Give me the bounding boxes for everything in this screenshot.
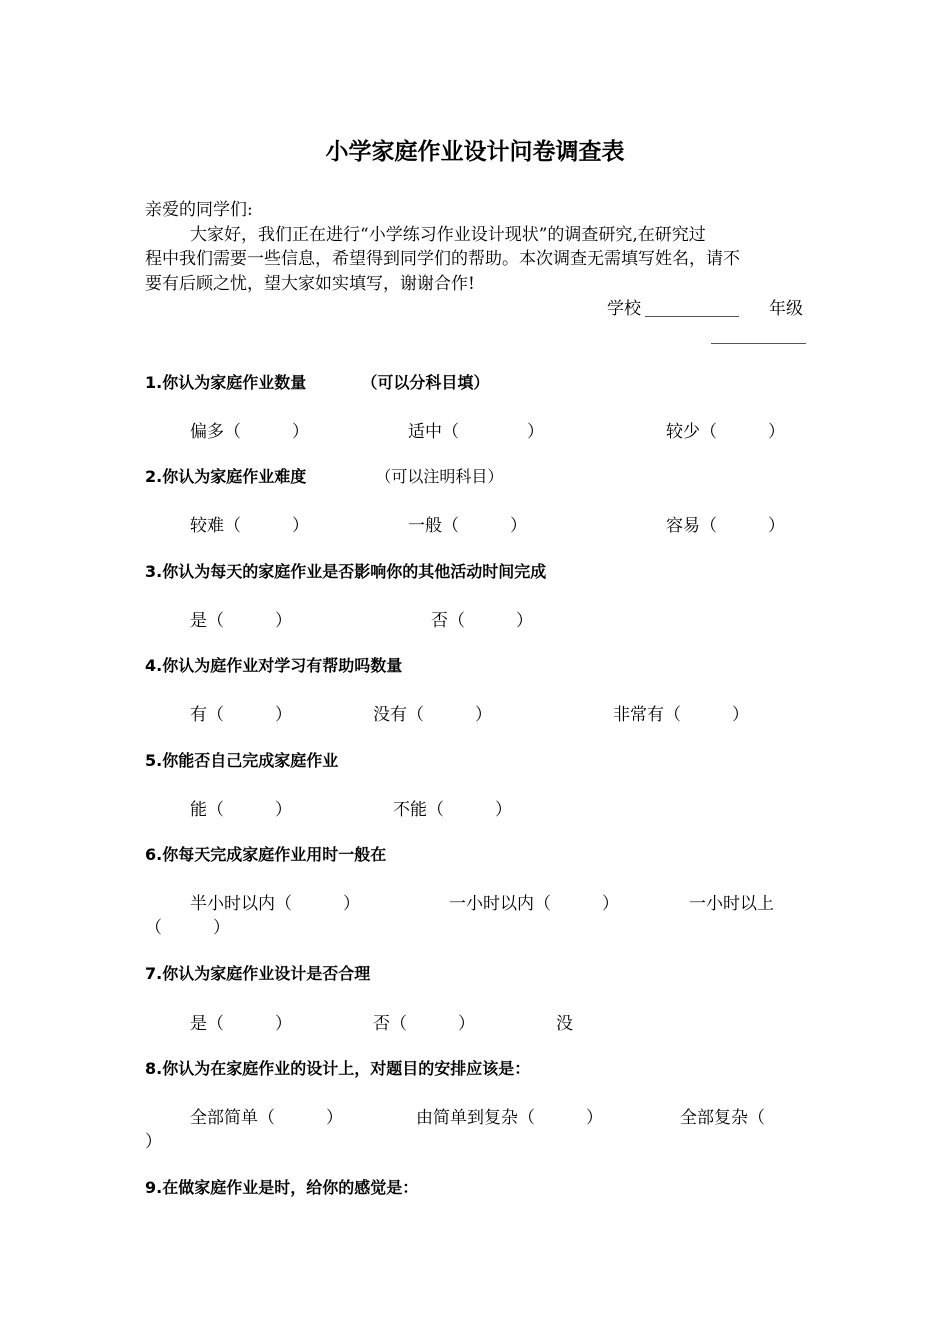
q1-option-moderate[interactable]: 适中（ ） [408, 422, 544, 442]
q7-option-yes[interactable]: 是（ ） [190, 1014, 292, 1034]
question-4: 4.你认为庭作业对学习有帮助吗数量 [145, 656, 403, 675]
question-3: 3.你认为每天的家庭作业是否影响你的其他活动时间完成 [145, 562, 547, 581]
q8-option-all-simple[interactable]: 全部简单（ ） [190, 1108, 343, 1128]
q5-option-can[interactable]: 能（ ） [190, 800, 292, 820]
q4-option-no[interactable]: 没有（ ） [373, 705, 492, 725]
intro-line-3: 要有后顾之忧，望大家如实填写，谢谢合作! [145, 274, 475, 294]
q8-option-all-complex-close[interactable]: ） [145, 1132, 162, 1152]
q7-option-none[interactable]: 没 [556, 1014, 573, 1034]
question-1-note: （可以分科目填） [361, 373, 490, 392]
q2-option-easy[interactable]: 容易（ ） [666, 516, 785, 536]
grade-label: 年级 [769, 299, 803, 319]
school-blank[interactable] [645, 316, 739, 317]
q1-option-less[interactable]: 较少（ ） [666, 422, 785, 442]
q6-option-within-hour[interactable]: 一小时以内（ ） [449, 894, 619, 914]
q8-option-simple-to-complex[interactable]: 由简单到复杂（ ） [416, 1108, 603, 1128]
question-2 [145, 464, 503, 487]
grade-blank[interactable] [711, 343, 806, 344]
q3-option-no[interactable]: 否（ ） [431, 611, 533, 631]
question-7: 7.你认为家庭作业设计是否合理 [145, 964, 371, 983]
question-1-label: 1.你认为家庭作业数量 [145, 373, 307, 392]
q2-option-normal[interactable]: 一般（ ） [408, 516, 527, 536]
question-2-note: （可以注明科目） [375, 467, 504, 486]
q6-option-over-hour[interactable]: 一小时以上 [689, 894, 774, 914]
q4-option-yes[interactable]: 有（ ） [190, 705, 292, 725]
q7-option-no[interactable]: 否（ ） [373, 1014, 475, 1034]
q4-option-very[interactable]: 非常有（ ） [613, 705, 749, 725]
greeting: 亲爱的同学们: [145, 200, 253, 220]
page-title: 小学家庭作业设计问卷调查表 [325, 139, 625, 165]
question-5: 5.你能否自己完成家庭作业 [145, 751, 339, 770]
question-1 [145, 370, 489, 393]
q1-option-more[interactable]: 偏多（ ） [190, 422, 309, 442]
q5-option-cannot[interactable]: 不能（ ） [393, 800, 512, 820]
q6-option-half-hour[interactable]: 半小时以内（ ） [190, 894, 360, 914]
question-6: 6.你每天完成家庭作业用时一般在 [145, 845, 387, 864]
question-2-label: 2.你认为家庭作业难度 [145, 467, 307, 486]
question-8: 8.你认为在家庭作业的设计上，对题目的安排应该是： [145, 1059, 531, 1078]
intro-line-2: 程中我们需要一些信息，希望得到同学们的帮助。本次调查无需填写姓名，请不 [145, 249, 740, 269]
q2-option-hard[interactable]: 较难（ ） [190, 516, 309, 536]
q3-option-yes[interactable]: 是（ ） [190, 611, 292, 631]
school-label: 学校 [607, 299, 641, 319]
intro-line-1: 大家好，我们正在进行“小学练习作业设计现状”的调查研究,在研究过 [190, 225, 706, 245]
q6-option-over-hour-blank[interactable]: （ ） [145, 918, 230, 938]
question-9: 9.在做家庭作业是时，给你的感觉是： [145, 1178, 419, 1197]
q8-option-all-complex[interactable]: 全部复杂（ [680, 1108, 765, 1128]
